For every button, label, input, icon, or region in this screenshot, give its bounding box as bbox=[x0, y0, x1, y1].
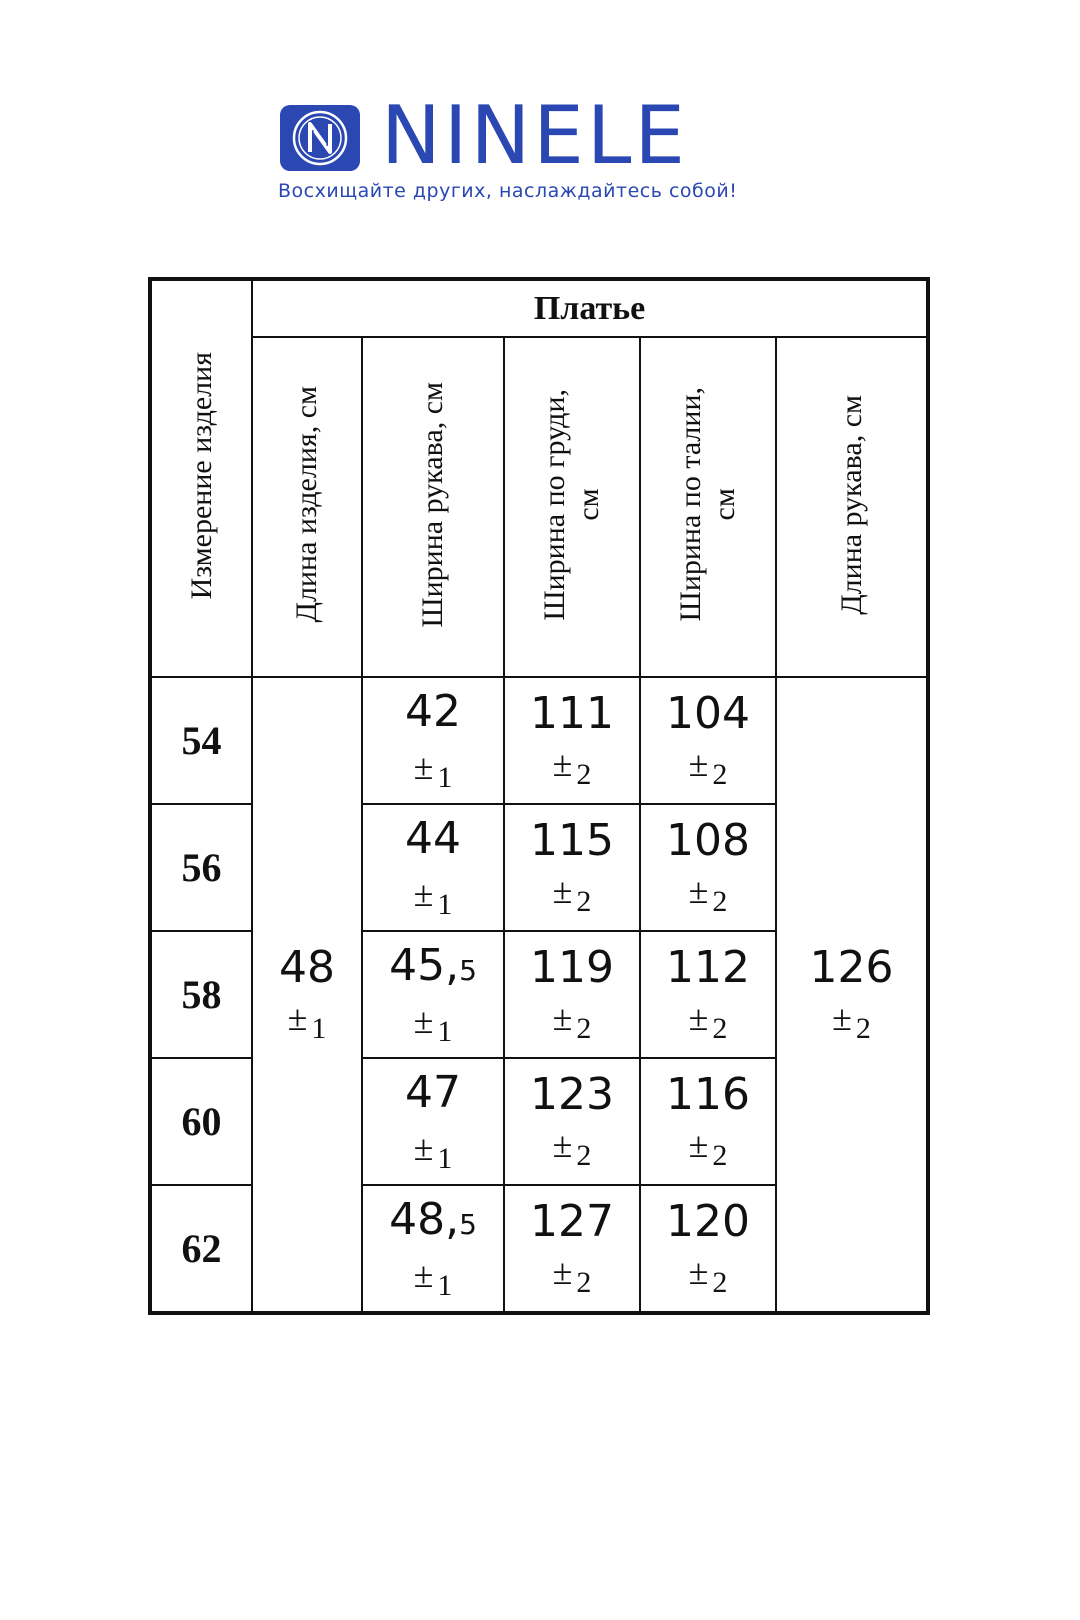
size-cell: 62 bbox=[150, 1185, 252, 1313]
chest-value: 119 bbox=[530, 942, 614, 993]
waist-tolerance: ± $_2$ bbox=[688, 744, 728, 791]
brand-tagline: Восхищайте других, наслаждайтесь собой! bbox=[278, 180, 738, 202]
sleeve-width-value: 47 bbox=[405, 1066, 461, 1118]
size-rows bbox=[150, 677, 928, 1313]
column-header-chest: Ширина по груди, см bbox=[504, 337, 640, 677]
sleeve-width-tolerance: ± $_1$ bbox=[413, 1000, 453, 1048]
waist-value: 120 bbox=[666, 1196, 750, 1247]
column-header-length: Длина изделия, см bbox=[252, 337, 362, 677]
brand-name: NINELE bbox=[381, 89, 688, 182]
n-monogram-icon bbox=[279, 104, 361, 172]
corner-header: Измерение изделия bbox=[184, 352, 218, 600]
chest-cell bbox=[504, 931, 640, 1058]
sleeve-width-tolerance: ± $_1$ bbox=[413, 873, 453, 921]
sleeve-width-tolerance: ± $_1$ bbox=[413, 746, 453, 794]
column-header-sleeve-width: Ширина рукава, см bbox=[362, 337, 504, 677]
sleeve-width-cell bbox=[362, 804, 504, 931]
waist-tolerance: ± $_2$ bbox=[688, 998, 728, 1045]
size-table-wrapper bbox=[148, 277, 926, 1303]
sleeve-length-cell bbox=[776, 677, 928, 1313]
column-header-waist: Ширина по талии, см bbox=[640, 337, 776, 677]
sleeve-width-value: 45,5 bbox=[389, 939, 477, 991]
chest-cell bbox=[504, 677, 640, 804]
size-cell: 54 bbox=[150, 677, 252, 804]
waist-cell bbox=[640, 804, 776, 931]
column-header-sleeve-length: Длина рукава, см bbox=[776, 337, 928, 677]
waist-value: 108 bbox=[666, 815, 750, 866]
sleeve-width-value: 42 bbox=[405, 685, 461, 737]
waist-value: 116 bbox=[666, 1069, 750, 1120]
sleeve-width-value: 48,5 bbox=[389, 1193, 477, 1245]
waist-cell bbox=[640, 931, 776, 1058]
waist-tolerance: ± $_2$ bbox=[688, 871, 728, 918]
chest-value: 127 bbox=[530, 1196, 614, 1247]
chest-value: 115 bbox=[530, 815, 614, 866]
waist-cell bbox=[640, 1058, 776, 1185]
sleeve-length-tolerance: ± $_2$ bbox=[832, 998, 871, 1045]
sleeve-width-cell bbox=[362, 677, 504, 804]
chest-cell bbox=[504, 1185, 640, 1313]
corner-header-cell bbox=[150, 279, 252, 677]
sleeve-length-value: 126 bbox=[809, 942, 894, 993]
group-header: Платье bbox=[252, 279, 928, 337]
chest-value: 123 bbox=[530, 1069, 614, 1120]
chest-tolerance: ± $_2$ bbox=[552, 998, 592, 1045]
chest-cell bbox=[504, 804, 640, 931]
size-table bbox=[148, 277, 930, 1315]
sleeve-width-tolerance: ± $_1$ bbox=[413, 1254, 453, 1302]
chest-tolerance: ± $_2$ bbox=[552, 871, 592, 918]
waist-tolerance: ± $_2$ bbox=[688, 1125, 728, 1172]
waist-cell bbox=[640, 677, 776, 804]
sleeve-width-value: 44 bbox=[405, 812, 461, 864]
chest-tolerance: ± $_2$ bbox=[552, 744, 592, 791]
waist-cell bbox=[640, 1185, 776, 1313]
sleeve-width-cell bbox=[362, 1185, 504, 1313]
size-cell: 58 bbox=[150, 931, 252, 1058]
waist-tolerance: ± $_2$ bbox=[688, 1252, 728, 1299]
table-row bbox=[150, 677, 928, 804]
size-cell: 56 bbox=[150, 804, 252, 931]
chest-tolerance: ± $_2$ bbox=[552, 1252, 592, 1299]
size-cell: 60 bbox=[150, 1058, 252, 1185]
waist-value: 112 bbox=[666, 942, 750, 993]
length-cell bbox=[252, 677, 362, 1313]
sleeve-width-tolerance: ± $_1$ bbox=[413, 1127, 453, 1175]
chest-cell bbox=[504, 1058, 640, 1185]
chest-value: 111 bbox=[530, 688, 614, 739]
sleeve-width-cell bbox=[362, 1058, 504, 1185]
chest-tolerance: ± $_2$ bbox=[552, 1125, 592, 1172]
length-value: 48 bbox=[279, 942, 335, 993]
sleeve-width-cell bbox=[362, 931, 504, 1058]
length-tolerance: ± $_1$ bbox=[287, 998, 327, 1045]
waist-value: 104 bbox=[666, 688, 750, 739]
